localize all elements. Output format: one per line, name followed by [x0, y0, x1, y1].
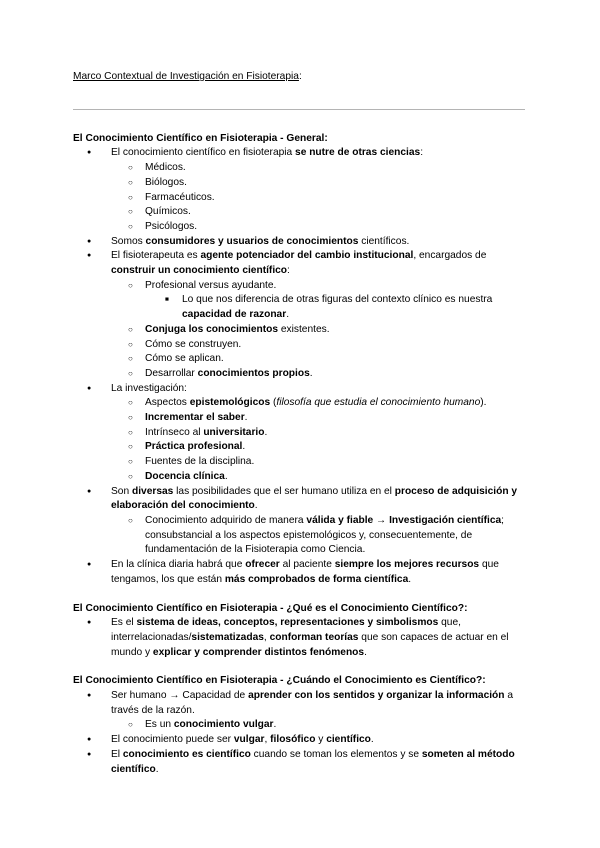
text-run: .: [242, 441, 246, 453]
text-run: :: [287, 265, 290, 277]
list-item: [73, 352, 529, 367]
text-run: Aspectos: [145, 397, 190, 409]
document-title-text: Marco Contextual de Investigación en Fisioterapia: [73, 71, 299, 82]
list-item: [73, 616, 529, 660]
section-3: [73, 674, 529, 777]
text-run: conocimientos propios: [197, 367, 310, 379]
list-item: [73, 455, 529, 470]
text-run: Ser humano → Capacidad de: [111, 690, 249, 702]
list-item: [73, 689, 529, 718]
list-item: [73, 396, 529, 411]
section-heading: El Conocimiento Científico en Fisioterapia - General:: [73, 132, 328, 144]
text-run: capacidad de razonar: [182, 309, 287, 321]
text-run: vulgar: [233, 734, 265, 746]
text-run: cuando se toman los elementos y se: [250, 748, 422, 760]
text-run: al paciente: [279, 559, 335, 571]
list-item: [73, 338, 529, 353]
list-item: [73, 161, 529, 176]
list-item: [73, 191, 529, 206]
text-run: Conjuga los conocimientos: [145, 323, 279, 335]
list-item: [73, 176, 529, 191]
text-run: El conocimiento científico en fisioterapia: [111, 147, 296, 159]
text-run: existentes.: [278, 323, 330, 335]
text-run: aprender con los sentidos y organizar la información: [248, 690, 505, 702]
text-run: En la clínica diaria habrá que: [111, 559, 246, 571]
text-run: a través de la razón.: [111, 690, 514, 716]
text-run: epistemológicos: [189, 397, 271, 409]
text-run: sistema de ideas, conceptos, representaciones y simbolismos: [136, 617, 439, 629]
text-run: consumidores y usuarios de conocimientos: [145, 235, 359, 247]
text-run: Biólogos.: [145, 176, 187, 188]
list-item: [73, 279, 529, 294]
list-item: [73, 748, 529, 777]
text-run: conocimiento vulgar: [173, 719, 274, 731]
text-run: .: [273, 719, 277, 731]
text-run: La investigación:: [111, 382, 187, 394]
section-2: [73, 602, 529, 661]
bullet-list: [73, 689, 529, 777]
text-run: Químicos.: [145, 206, 191, 218]
text-run: Desarrollar: [145, 367, 198, 379]
text-run: científicos.: [358, 235, 410, 247]
list-item: [73, 411, 529, 426]
text-run: .: [244, 412, 248, 424]
text-run: .: [364, 646, 367, 658]
text-run: Farmacéuticos.: [145, 191, 215, 203]
text-run: Lo que nos diferencia de otras figuras del contexto clínico es nuestra: [182, 294, 493, 306]
list-item: [73, 235, 529, 250]
text-run: Psicólogos.: [145, 220, 198, 232]
text-run: Cómo se construyen.: [145, 338, 242, 350]
list-item: [73, 718, 529, 733]
text-run: El: [111, 748, 123, 760]
text-run: ).: [480, 397, 487, 409]
text-run: .: [155, 763, 159, 775]
list-item: [73, 146, 529, 161]
text-run: ,: [264, 734, 271, 746]
text-run: Médicos.: [145, 162, 186, 174]
bullet-list: [73, 146, 529, 587]
list-item: [73, 485, 529, 514]
text-run: que tengamos, los que están: [111, 559, 499, 585]
text-run: ,: [263, 631, 270, 643]
list-item: [73, 733, 529, 748]
text-run: .: [264, 426, 268, 438]
text-run: :: [420, 147, 424, 159]
list-item: [73, 426, 529, 441]
text-run: conocimiento es científico: [122, 748, 251, 760]
text-run: .: [309, 367, 313, 379]
list-item: [73, 367, 529, 382]
document-body: [73, 132, 529, 778]
text-run: se nutre de otras ciencias: [295, 147, 421, 159]
text-run: El fisioterapeuta es: [111, 250, 201, 262]
text-run: Intrínseco al: [145, 426, 204, 438]
text-run: agente potenciador del cambio institucional: [200, 250, 414, 262]
text-run: .: [370, 734, 374, 746]
text-run: Conocimiento adquirido de manera: [145, 514, 307, 526]
list-item: [73, 205, 529, 220]
section-heading: El Conocimiento Científico en Fisioterapia - ¿Cuándo el Conocimiento es Científico?:: [73, 675, 486, 687]
text-run: científico: [326, 734, 371, 746]
list-item: [73, 382, 529, 397]
list-item: [73, 293, 529, 322]
text-run: .: [224, 470, 228, 482]
text-run: que, interrelacionadas/: [111, 617, 461, 643]
text-run: universitario: [203, 426, 265, 438]
document-title: [73, 70, 529, 85]
text-run: ofrecer: [245, 559, 280, 571]
list-item: [73, 249, 529, 278]
list-item: [73, 470, 529, 485]
list-item: [73, 558, 529, 587]
text-run: las posibilidades que el ser humano utiliza en el: [173, 485, 395, 497]
text-run: filosofía que estudia el conocimiento humano: [276, 397, 481, 409]
text-run: (: [270, 397, 277, 409]
text-run: Práctica profesional: [145, 441, 243, 453]
text-run: siempre los mejores recursos: [334, 559, 480, 571]
text-run: .: [254, 500, 258, 512]
text-run: Fuentes de la disciplina.: [145, 456, 255, 468]
text-run: Incrementar el saber: [145, 412, 245, 424]
text-run: Somos: [111, 235, 146, 247]
section-1: [73, 132, 529, 588]
list-item: [73, 220, 529, 235]
text-run: .: [408, 573, 412, 585]
text-run: Docencia clínica: [145, 470, 225, 482]
text-run: , encargados de: [413, 250, 487, 262]
text-run: someten al método científico: [111, 748, 515, 775]
text-run: que son capaces de actuar en el mundo y: [111, 631, 509, 658]
text-run: .: [286, 309, 290, 321]
text-run: construir un conocimiento científico: [111, 265, 288, 277]
list-item: [73, 440, 529, 455]
text-run: filosófico: [270, 734, 316, 746]
text-run: más comprobados de forma científica: [224, 573, 409, 585]
text-run: Es el: [111, 617, 137, 629]
text-run: explicar y comprender distintos fenómenos: [152, 646, 365, 658]
text-run: diversas: [131, 485, 174, 497]
bullet-list: [73, 616, 529, 660]
section-heading: El Conocimiento Científico en Fisioterapia - ¿Qué es el Conocimiento Científico?:: [73, 602, 468, 614]
horizontal-rule: [73, 109, 525, 110]
text-run: Cómo se aplican.: [145, 353, 224, 365]
text-run: conforman teorías: [269, 631, 359, 643]
document-title-colon: :: [298, 71, 302, 82]
list-item: [73, 323, 529, 338]
list-item: [73, 514, 529, 558]
document-page: [73, 70, 529, 777]
text-run: sistematizadas: [191, 631, 264, 643]
text-run: y: [315, 734, 327, 746]
text-run: válida y fiable → Investigación científica: [306, 514, 502, 526]
text-run: Profesional versus ayudante.: [145, 279, 277, 291]
text-run: Son: [111, 485, 132, 497]
text-run: ; consubstancial a los aspectos epistemológicos y, consecuentemente, de fundamentación de la Fisioterapia como Ciencia.: [145, 514, 505, 556]
text-run: El conocimiento puede ser: [111, 734, 234, 746]
text-run: Es un: [145, 719, 174, 731]
text-run: proceso de adquisición y elaboración del conocimiento: [111, 485, 518, 512]
